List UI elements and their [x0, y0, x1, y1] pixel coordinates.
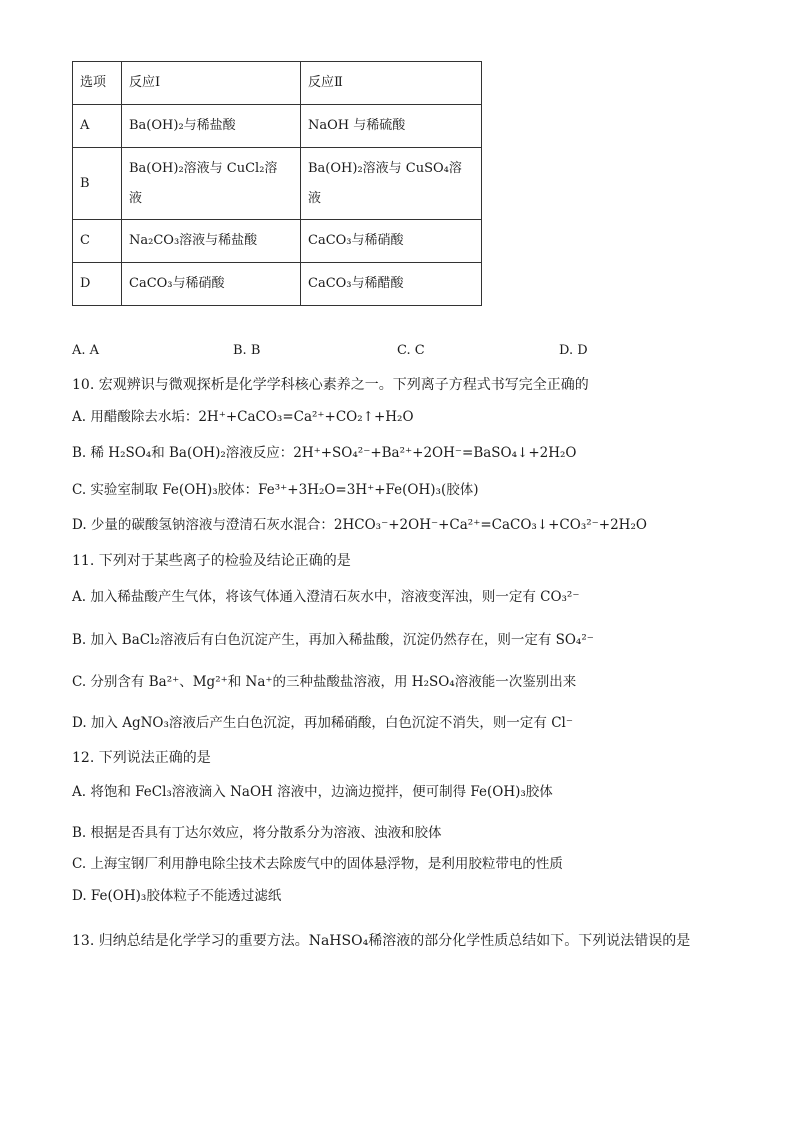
- reaction-2-line-2: 液: [308, 190, 322, 206]
- table-row: [73, 148, 482, 220]
- q12-option-c: C. 上海宝钢厂利用静电除尘技术去除废气中的固体悬浮物，是利用胶粒带电的性质: [72, 856, 563, 872]
- q11-option-d: D. 加入 AgNO₃溶液后产生白色沉淀，再加稀硝酸，白色沉淀不消失，则一定有 Cl⁻: [72, 715, 573, 731]
- q10-option-b: B. 稀 H₂SO₄和 Ba(OH)₂溶液反应：2H⁺+SO₄²⁻+Ba²⁺+2OH⁻=BaSO₄↓+2H₂O: [72, 445, 577, 461]
- table-row: [73, 220, 482, 263]
- q12-option-a: A. 将饱和 FeCl₃溶液滴入 NaOH 溶液中，边滴边搅拌，便可制得 Fe(OH)₃胶体: [72, 784, 553, 800]
- q12-option-d: D. Fe(OH)₃胶体粒子不能透过滤纸: [72, 888, 282, 904]
- q9-choice-d: D. D: [559, 343, 588, 358]
- q10-option-a: A. 用醋酸除去水垢：2H⁺+CaCO₃=Ca²⁺+CO₂↑+H₂O: [72, 409, 414, 425]
- reaction-2-line-1: Ba(OH)₂溶液与 CuSO₄溶: [308, 160, 462, 176]
- q11-option-a: A. 加入稀盐酸产生气体，将该气体通入澄清石灰水中，溶液变浑浊，则一定有 CO₃²⁻: [72, 589, 580, 605]
- q12-stem: 12. 下列说法正确的是: [72, 750, 211, 766]
- table-row: [73, 263, 482, 306]
- q11-option-c: C. 分别含有 Ba²⁺、Mg²⁺和 Na⁺的三种盐酸盐溶液，用 H₂SO₄溶液能一次鉴别出来: [72, 674, 577, 690]
- header-option: 选项: [73, 62, 122, 105]
- q10-stem: 10. 宏观辨识与微观探析是化学学科核心素养之一。下列离子方程式书写完全正确的: [72, 377, 589, 393]
- reaction-2-cell: NaOH 与稀硫酸: [301, 105, 482, 148]
- reaction-1-cell: [122, 148, 301, 220]
- q11-option-b: B. 加入 BaCl₂溶液后有白色沉淀产生，再加入稀盐酸，沉淀仍然存在，则一定有 SO₄²⁻: [72, 632, 594, 648]
- q9-choice-a: A. A: [72, 343, 100, 358]
- reaction-1-cell: Ba(OH)₂与稀盐酸: [122, 105, 301, 148]
- header-reaction-2: 反应Ⅱ: [301, 62, 482, 105]
- reaction-1-cell: Na₂CO₃溶液与稀盐酸: [122, 220, 301, 263]
- q13-stem: 13. 归纳总结是化学学习的重要方法。NaHSO₄稀溶液的部分化学性质总结如下。下列说法错误的是: [72, 933, 691, 949]
- reaction-1-line-2: 液: [129, 190, 143, 206]
- options-table: [72, 61, 482, 306]
- reaction-1-line-1: Ba(OH)₂溶液与 CuCl₂溶: [129, 160, 278, 176]
- q12-option-b: B. 根据是否具有丁达尔效应，将分散系分为溶液、浊液和胶体: [72, 825, 442, 841]
- q9-choice-b: B. B: [233, 343, 261, 358]
- q11-stem: 11. 下列对于某些离子的检验及结论正确的是: [72, 553, 351, 569]
- table-header-row: [73, 62, 482, 105]
- reaction-2-cell: [301, 148, 482, 220]
- reaction-2-cell: CaCO₃与稀醋酸: [301, 263, 482, 306]
- row-label: D: [73, 263, 122, 306]
- q10-option-d: D. 少量的碳酸氢钠溶液与澄清石灰水混合：2HCO₃⁻+2OH⁻+Ca²⁺=CaCO₃↓+CO₃²⁻+2H₂O: [72, 517, 647, 533]
- row-label: C: [73, 220, 122, 263]
- reaction-2-cell: CaCO₃与稀硝酸: [301, 220, 482, 263]
- header-reaction-1: 反应Ⅰ: [122, 62, 301, 105]
- row-label: B: [73, 148, 122, 220]
- row-label: A: [73, 105, 122, 148]
- q10-option-c: C. 实验室制取 Fe(OH)₃胶体：Fe³⁺+3H₂O=3H⁺+Fe(OH)₃(胶体): [72, 482, 479, 498]
- table-row: [73, 105, 482, 148]
- q9-choice-c: C. C: [397, 343, 425, 358]
- reaction-1-cell: CaCO₃与稀硝酸: [122, 263, 301, 306]
